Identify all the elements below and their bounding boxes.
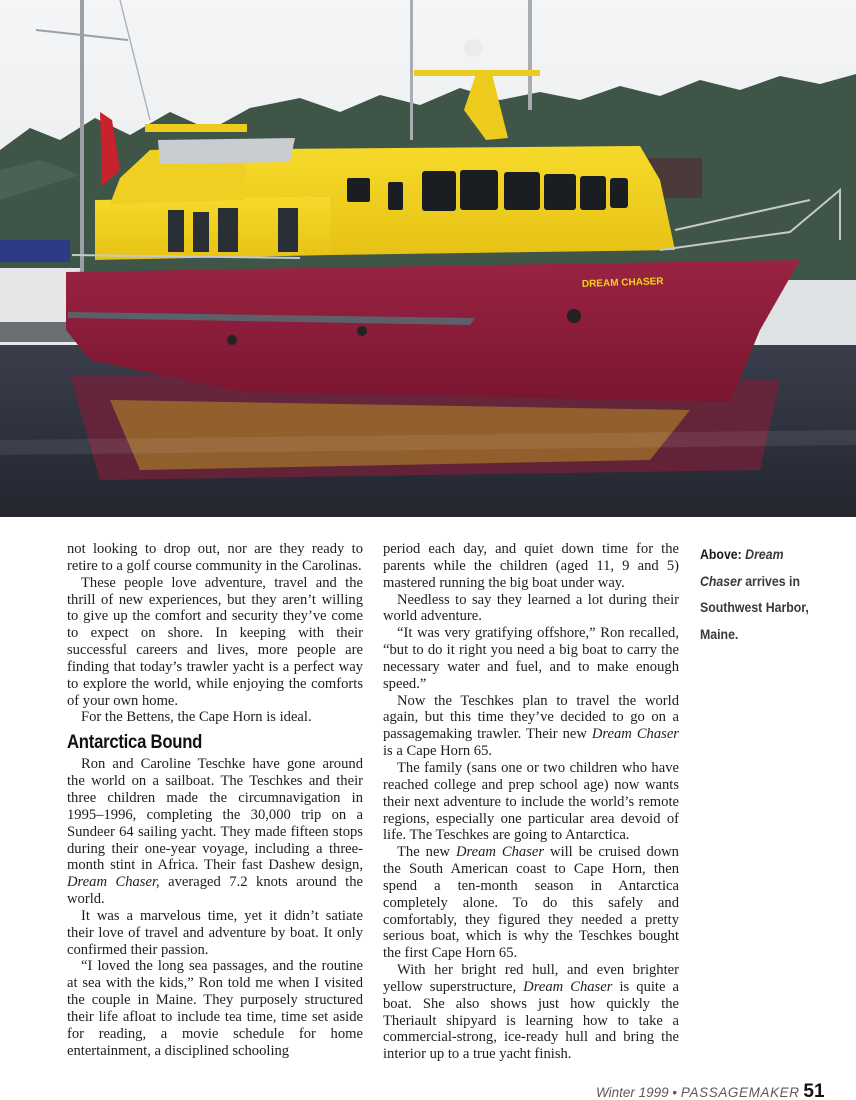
paragraph: The family (sans one or two children who have reached college and prep school age) now wants their next adventure to include the world’s remote regions, especially one particular area devoid of life. The Teschkes are going to Antarctica. bbox=[383, 759, 679, 844]
paragraph: With her bright red hull, and even brighter yellow superstructure, Dream Chaser is quite a boat. She also shows just how quickly the Theriault shipyard is learning how to take a commercial-strong, ice-ready hull and bring the interior up to a true yacht finish. bbox=[383, 962, 679, 1063]
section-heading: Antarctica Bound bbox=[67, 732, 203, 754]
paragraph: “I loved the long sea passages, and the routine at sea with the kids,” Ron told me when I visited the couple in Maine. They purposely structured their life afloat to include tea time, time set aside for reading, a movie schedule for home entertainment, a disciplined schooling bbox=[67, 958, 363, 1059]
paragraph: The new Dream Chaser will be cruised down the South American coast to Cape Horn, then spend a ten-month season in Antarctica completely alone. To do this safely and comfortably, they figured they needed a pretty serious boat, which is why the Teschkes bought the first Cape Horn 65. bbox=[383, 844, 679, 962]
issue-date: Winter 1999 bbox=[596, 1085, 669, 1100]
paragraph: For the Bettens, the Cape Horn is ideal. bbox=[81, 709, 312, 726]
paragraph: Ron and Caroline Teschke have gone around the world on a sailboat. The Teschkes and their three children made the circumnavigation in 1995–1996, completing the 30,000 trip on a Sundeer 64 sailing yacht. They made fifteen stops during their one-year voyage, including a three-month stint in Africa. Their fast Dashew design, Dream Chaser, averaged 7.2 knots around the world. bbox=[67, 756, 363, 908]
bullet-separator: • bbox=[668, 1085, 681, 1100]
paragraph: Now the Teschkes plan to travel the world again, but this time they’ve decided to go on a passagemaking trawler. Their new Dream Chaser is a Cape Horn 65. bbox=[383, 692, 679, 760]
paragraph: Needless to say they learned a lot during their world adventure. bbox=[383, 591, 679, 625]
paragraph: “It was very gratifying offshore,” Ron recalled, “but to do it right you need a big boat to carry the necessary water and fuel, and to make enough speed.” bbox=[383, 625, 679, 692]
page-footer bbox=[596, 1083, 856, 1100]
magazine-name: PASSAGEMAKER bbox=[680, 1085, 800, 1100]
paragraph: It was a marvelous time, yet it didn’t satiate their love of travel and adventure by boat. It only confirmed their passion. bbox=[67, 907, 363, 958]
page-number: 51 bbox=[803, 1083, 825, 1100]
boat-photo bbox=[0, 0, 856, 517]
photo-caption: Above: Dream Chaser arrives in Southwest Harbor, Maine. bbox=[700, 546, 809, 642]
paragraph: not looking to drop out, nor are they ready to retire to a golf course community in the Carolinas. bbox=[67, 541, 363, 574]
hull-name-text: DREAM CHASER bbox=[581, 276, 664, 290]
article-column-1 bbox=[67, 541, 363, 1059]
paragraph: period each day, and quiet down time for the parents while the children (aged 11, 9 and 5) mastered running the big boat under way. bbox=[383, 541, 679, 591]
paragraph: These people love adventure, travel and the thrill of new experiences, but they aren’t willing to give up the comfort and security they’ve come to expect on shore. In keeping with their successful careers and lives, more people are finding that today’s trawler yacht is a perfect way to explore the world, while enjoying the comforts of your own home. bbox=[67, 574, 363, 709]
article-column-2 bbox=[383, 541, 679, 1063]
